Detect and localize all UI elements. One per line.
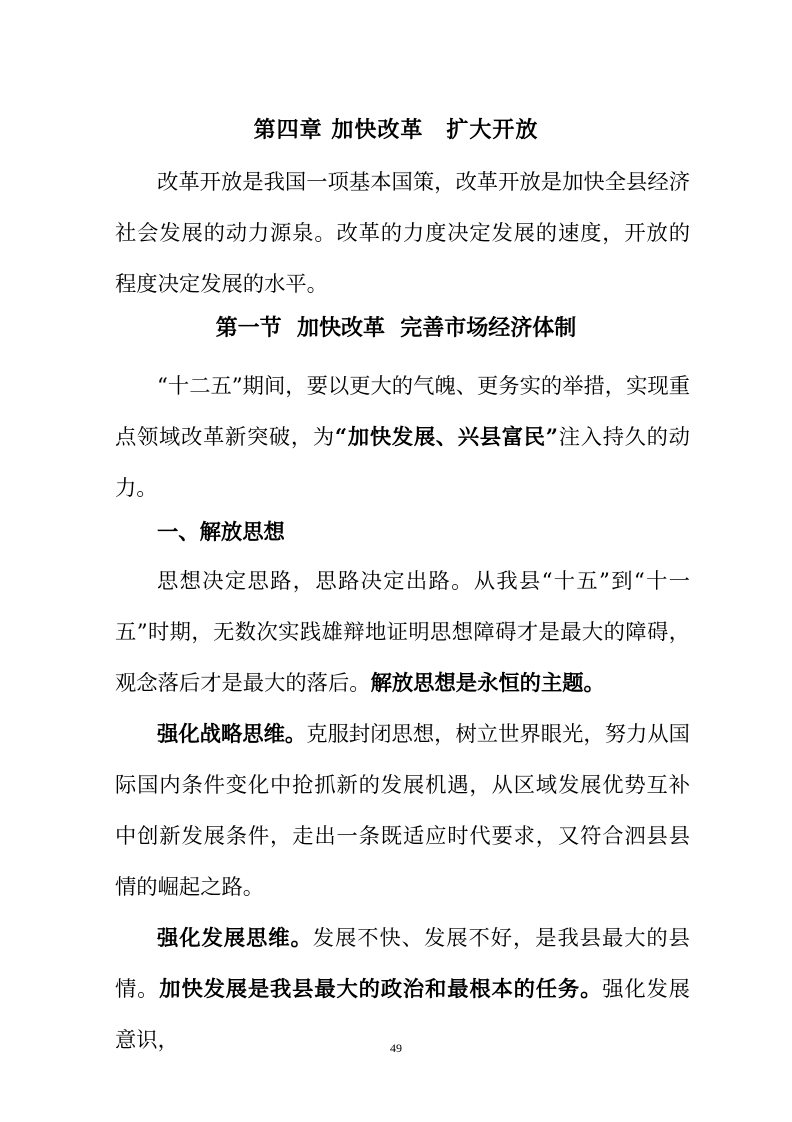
development-paragraph-lead: 强化发展思维。 bbox=[157, 926, 313, 951]
strategy-paragraph-lead: 强化战略思维。 bbox=[157, 722, 307, 747]
subheading-liberate-thinking: 一、解放思想 bbox=[157, 520, 285, 545]
strategy-paragraph-text: 克服封闭思想，树立世界眼光，努力从国际国内条件变化中抢抓新的发展机遇，从区域发展优势互补中创新发展条件，走出一条既适应时代要求，又符合泗县县情的崛起之路。 bbox=[115, 722, 690, 900]
section-paragraph bbox=[115, 361, 690, 514]
development-paragraph-emphasis: 加快发展是我县最大的政治和最根本的任务。 bbox=[159, 977, 603, 1002]
development-paragraph-tail: 强化发展意识， bbox=[115, 977, 690, 1053]
page-number: 49 bbox=[390, 1041, 402, 1055]
intro-paragraph: 改革开放是我国一项基本国策，改革开放是加快全县经济社会发展的动力源泉。改革的力度决定发展的速度，开放的程度决定发展的水平。 bbox=[115, 170, 690, 297]
liberate-paragraph-emphasis: 解放思想是永恒的主题。 bbox=[370, 671, 605, 696]
chapter-title: 第四章 加快改革 扩大开放 bbox=[253, 117, 539, 143]
section-title: 第一节 加快改革 完善市场经济体制 bbox=[215, 315, 577, 341]
development-paragraph-text: 发展不快、发展不好，是我县最大的县情。 bbox=[115, 926, 690, 1002]
liberate-paragraph bbox=[115, 556, 690, 709]
strategy-paragraph bbox=[115, 709, 690, 913]
section-paragraph-emphasis: “加快发展、兴县富民” bbox=[334, 425, 559, 450]
section-paragraph-tail: 注入持久的动力。 bbox=[115, 425, 690, 501]
liberate-paragraph-text: 思想决定思路，思路决定出路。从我县“十五”到“十一五”时期，无数次实践雄辩地证明思想障碍才是最大的障碍，观念落后才是最大的落后。 bbox=[115, 569, 690, 696]
section-paragraph-text: “十二五”期间，要以更大的气魄、更务实的举措，实现重点领域改革新突破，为 bbox=[115, 374, 690, 450]
